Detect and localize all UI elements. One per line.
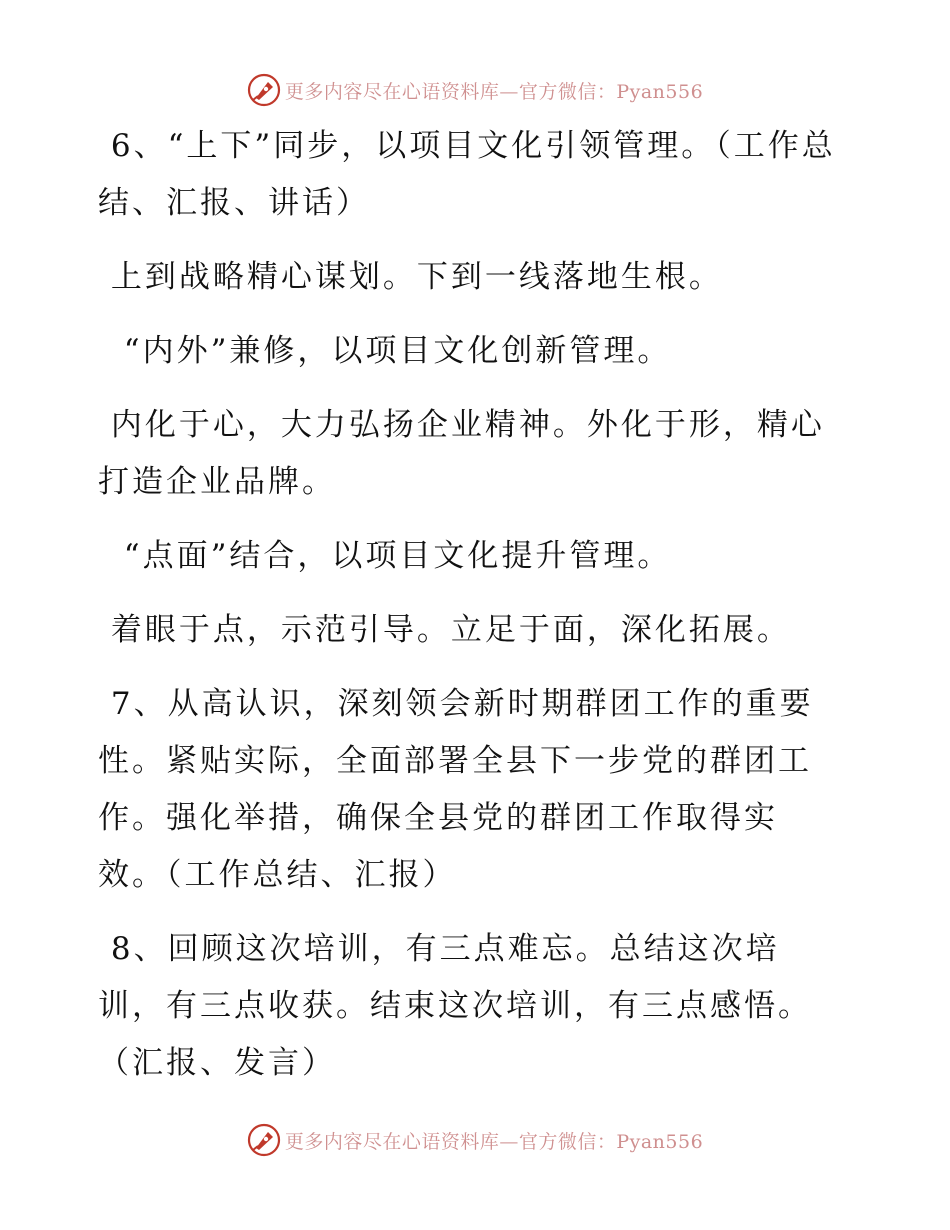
paragraph-6-line-1: 上到战略精心谋划。下到一线落地生根。 (98, 259, 723, 295)
paragraph-6: 6、“上下”同步，以项目文化引领管理。（工作总结、汇报、讲话） (98, 128, 836, 221)
pen-nib-logo-icon (247, 73, 281, 107)
pen-nib-logo-icon (247, 1123, 281, 1157)
paragraph-6-point-3: “点面”结合，以项目文化提升管理。 (98, 538, 672, 574)
header-banner-text: 更多内容尽在心语资料库—官方微信：Pyan556 (284, 80, 704, 103)
footer-banner-text: 更多内容尽在心语资料库—官方微信：Pyan556 (284, 1130, 704, 1153)
document-body (98, 118, 843, 1092)
paragraph-6-line-2: 内化于心，大力弘扬企业精神。外化于形，精心打造企业品牌。 (98, 407, 825, 500)
paragraph-6-line-3: 着眼于点，示范引导。立足于面，深化拓展。 (98, 612, 791, 648)
paragraph-8: 8、回顾这次培训，有三点难忘。总结这次培训，有三点收获。结束这次培训，有三点感悟。（汇报、发言） (98, 931, 812, 1081)
paragraph-6-point-2: “内外”兼修，以项目文化创新管理。 (98, 333, 672, 369)
header-banner (0, 70, 950, 110)
paragraph-7: 7、从高认识，深刻领会新时期群团工作的重要性。紧贴实际，全面部署全县下一步党的群团工作。强化举措，确保全县党的群团工作取得实效。（工作总结、汇报） (98, 686, 814, 893)
footer-banner (0, 1120, 950, 1160)
